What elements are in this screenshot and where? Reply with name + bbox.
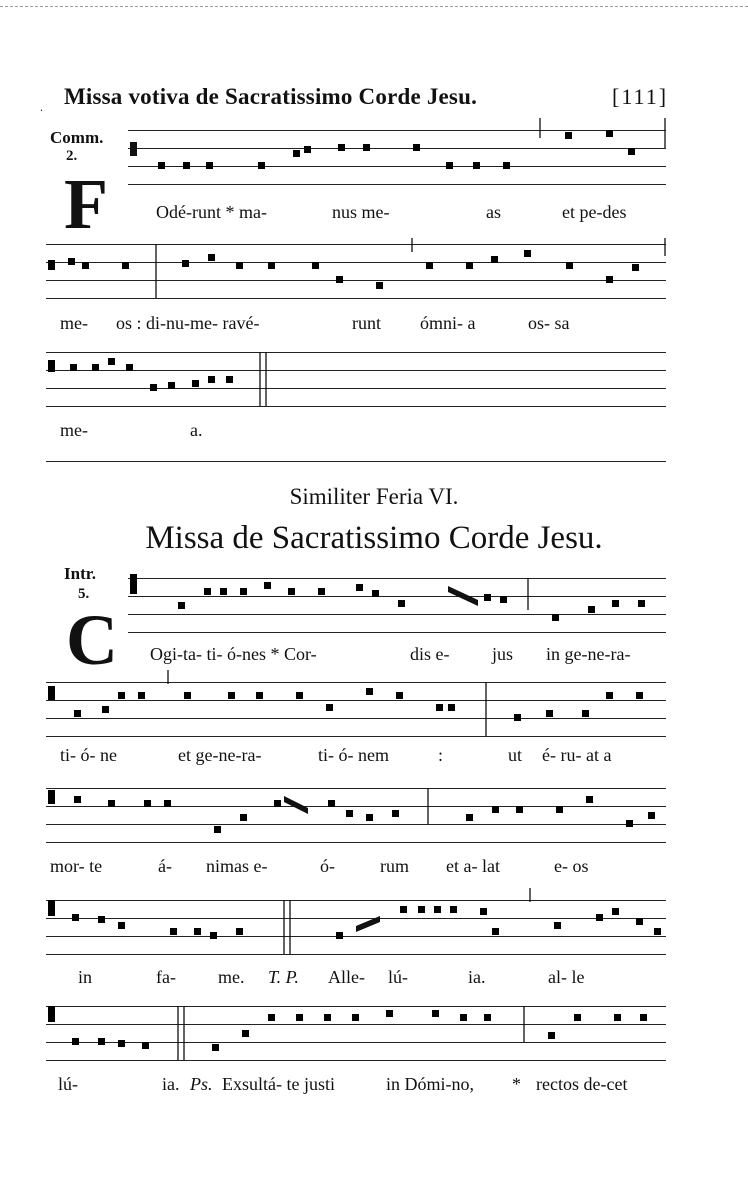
introit-initial-letter: C (66, 600, 118, 680)
lyric: ia. (468, 967, 486, 987)
lyric: ó- (320, 856, 335, 876)
page-top-border (0, 6, 748, 7)
communion-mode-number: 2. (66, 148, 78, 164)
lyric: me. (218, 967, 245, 987)
communion-lyrics-2 (46, 313, 666, 335)
lyric: in ge-ne-ra- (546, 644, 631, 664)
lyric: as (486, 202, 501, 222)
neumes-8 (46, 994, 666, 1074)
lyric: in (78, 967, 93, 987)
communion-lyrics-3 (46, 420, 666, 442)
lyric: me- (60, 313, 88, 333)
lyric: Ogi-ta- ti- ó-nes * Cor- (150, 644, 317, 664)
chant-staff-2 (46, 244, 666, 298)
neumes-7 (46, 888, 666, 968)
neumes-3 (46, 340, 666, 420)
introit-lyrics-1 (46, 644, 666, 666)
chant-staff-4 (128, 578, 666, 632)
lyric: nus me- (332, 202, 390, 222)
introit-lyrics-5 (46, 1074, 666, 1096)
neumes-1 (128, 118, 666, 198)
lyric: Exsultá- te justi (222, 1074, 335, 1094)
chant-staff-3 (46, 352, 666, 406)
lyric: lú- (388, 967, 408, 987)
lyric: mor- te (50, 856, 103, 876)
neumes-4 (128, 566, 666, 646)
lyric: me- (60, 420, 88, 440)
running-title: Missa votiva de Sacratissimo Corde Jesu. (64, 84, 478, 109)
lyric: ut (508, 745, 523, 765)
lyric: rum (380, 856, 409, 876)
chant-staff-6 (46, 788, 666, 842)
lyric: ti- ó- ne (60, 745, 117, 765)
lyric: jus (492, 644, 514, 664)
lyric: * (512, 1074, 521, 1094)
lyric: : (438, 745, 444, 765)
lyric: Alle- (328, 967, 365, 987)
margin-mark: . (40, 100, 43, 114)
lyric: in Dómi-no, (386, 1074, 474, 1094)
mass-subtitle: Similiter Feria VI. (289, 484, 459, 509)
lyric: fa- (156, 967, 176, 987)
lyric: T. P. (268, 967, 299, 987)
communion-initial-letter: F (64, 164, 108, 244)
lyric: ómni- a (420, 313, 476, 333)
lyric: dis e- (410, 644, 450, 664)
lyric: et ge-ne-ra- (178, 745, 262, 765)
lyric: Odé-runt * ma- (156, 202, 267, 222)
section-divider (46, 461, 666, 462)
mass-title: Missa de Sacratissimo Corde Jesu. (145, 520, 603, 556)
lyric: et pe-des (562, 202, 627, 222)
neumes-6 (46, 776, 666, 856)
lyric: runt (352, 313, 381, 333)
lyric: á- (158, 856, 172, 876)
neumes-2 (46, 232, 666, 312)
lyric: é- ru- at a (542, 745, 612, 765)
lyric: rectos de-cet (536, 1074, 628, 1094)
introit-mode-number: 5. (78, 586, 90, 602)
introit-lyrics-4 (46, 967, 666, 989)
page-number: [111] (612, 84, 669, 109)
lyric: a. (190, 420, 203, 440)
lyric: Ps. (190, 1074, 213, 1094)
lyric: os- sa (528, 313, 570, 333)
lyric: e- os (554, 856, 589, 876)
lyric: ia. (162, 1074, 180, 1094)
lyric: nimas e- (206, 856, 268, 876)
communion-lyrics-1 (46, 202, 666, 224)
lyric: os : di-nu-me- ravé- (116, 313, 260, 333)
chant-staff-1 (128, 130, 666, 184)
communion-mode-label: Comm. (50, 128, 104, 147)
lyric: et a- lat (446, 856, 500, 876)
introit-lyrics-2 (46, 745, 666, 767)
introit-mode-label: Intr. (64, 564, 96, 583)
introit-lyrics-3 (46, 856, 666, 878)
chant-staff-8 (46, 1006, 666, 1060)
chant-staff-5 (46, 682, 666, 736)
chant-staff-7 (46, 900, 666, 954)
lyric: lú- (58, 1074, 78, 1094)
lyric: al- le (548, 967, 585, 987)
neumes-5 (46, 670, 666, 750)
lyric: ti- ó- nem (318, 745, 389, 765)
